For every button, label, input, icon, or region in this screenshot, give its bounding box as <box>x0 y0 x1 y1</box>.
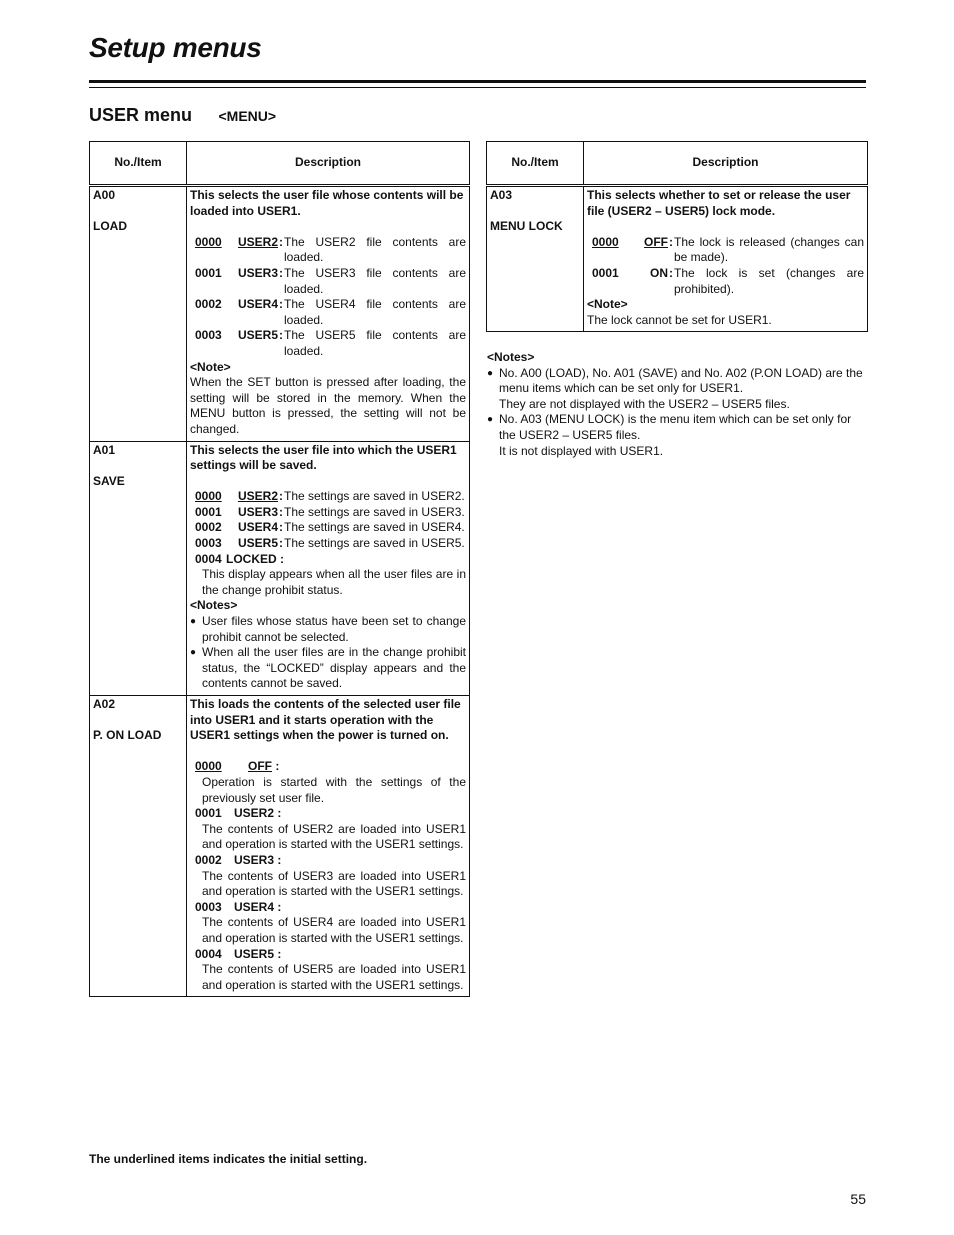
option-text: Operation is started with the settings of the previously set user file. <box>202 774 466 805</box>
row-no-item <box>90 186 187 442</box>
option-name: USER2 <box>234 806 275 821</box>
option-text: The contents of USER2 are loaded into USER1 and operation is started with the USER1 settings. <box>202 821 466 852</box>
section-heading <box>89 105 276 126</box>
option-text: The USER4 file contents are loaded. <box>284 297 466 327</box>
table-row-a01 <box>90 441 470 696</box>
table-row-a00 <box>90 186 470 442</box>
option-row: 0001 USER2 : <box>195 806 282 821</box>
item-summary: This selects the user file whose contents will be loaded into USER1. <box>190 188 464 218</box>
item-code: A03 <box>490 188 513 202</box>
option-code: 0001 <box>195 265 222 280</box>
option-text: The USER5 file contents are loaded. <box>284 328 466 358</box>
list-item <box>487 412 867 459</box>
option-code: 0000 <box>195 759 222 774</box>
option-row: 0002 USER4 : The settings are saved in USER4. <box>195 520 465 535</box>
option-name: USER3 <box>237 504 278 519</box>
note-heading: <Note> <box>587 297 628 312</box>
row-description <box>187 441 470 696</box>
item-name: SAVE <box>93 473 125 488</box>
header-no-item: No./Item <box>90 142 187 186</box>
note-text: User files whose status have been set to change prohibit cannot be selected. <box>202 614 466 644</box>
menu-table-right <box>486 141 868 332</box>
row-description <box>584 186 868 332</box>
note-line: No. A00 (LOAD), No. A01 (SAVE) and No. A02 (P.ON LOAD) are the menu items which can be set only for USER1. <box>499 365 863 396</box>
option-name: USER4 <box>234 899 275 914</box>
option-row: 0001 USER3 : The settings are saved in USER3. <box>195 504 465 519</box>
list-item <box>190 645 466 692</box>
option-text: The contents of USER3 are loaded into USER1 and operation is started with the USER1 settings. <box>202 868 466 899</box>
note-text: When the SET button is pressed after loading, the setting will be stored in the memory. When the MENU button is pressed, the setting will not be changed. <box>190 375 466 436</box>
notes-heading: <Notes> <box>487 350 535 364</box>
list-item <box>487 366 867 413</box>
list-item <box>190 614 466 645</box>
bullet-icon: ● <box>487 367 494 379</box>
option-row: 0000 USER2 : The settings are saved in USER2. <box>195 489 465 504</box>
item-code: A01 <box>93 442 116 457</box>
option-code: 0000 <box>592 234 619 249</box>
note-text <box>499 412 867 459</box>
item-summary: This selects whether to set or release the user file (USER2 – USER5) lock mode. <box>587 188 851 218</box>
note-line: It is not displayed with USER1. <box>499 443 664 458</box>
footer-note: The underlined items indicates the initial setting. <box>89 1152 368 1166</box>
option-code: 0001 <box>195 806 222 821</box>
header-description: Description <box>187 142 470 186</box>
option-row: 0004 USER5 : <box>195 946 282 961</box>
title-rule-thick <box>89 80 866 83</box>
option-name: ON <box>650 265 668 280</box>
option-text: The lock is set (changes are prohibited). <box>674 265 864 296</box>
row-description <box>187 696 470 997</box>
option-row: 0002 USER4 : The USER4 file contents are loaded. <box>195 297 466 327</box>
menu-table-left <box>89 141 470 997</box>
option-name: USER5 <box>237 328 278 343</box>
bullet-icon: ● <box>487 414 494 426</box>
option-row: 0000 OFF : The lock is released (changes can be made). <box>592 234 864 265</box>
table-header-row <box>487 142 868 186</box>
option-text: The contents of USER4 are loaded into USER1 and operation is started with the USER1 settings. <box>202 915 466 945</box>
option-code: 0002 <box>195 520 222 535</box>
option-name: USER4 <box>237 520 278 535</box>
note-line: No. A03 (MENU LOCK) is the menu item which can be set only for the USER2 – USER5 files. <box>499 412 852 442</box>
option-text: The settings are saved in USER3. <box>284 504 465 519</box>
side-notes <box>487 350 867 459</box>
item-summary: This selects the user file into which the USER1 settings will be saved. <box>190 442 457 473</box>
option-name: OFF <box>248 759 272 774</box>
row-description <box>187 186 470 442</box>
section-title: USER menu <box>89 105 193 125</box>
option-code: 0004 <box>195 946 222 961</box>
option-text: The USER2 file contents are loaded. <box>284 234 466 265</box>
option-code: 0002 <box>195 852 222 867</box>
item-code: A00 <box>93 188 116 202</box>
option-text: The settings are saved in USER2. <box>284 489 465 504</box>
option-code: 0001 <box>195 504 222 519</box>
option-name: LOCKED <box>226 551 277 566</box>
option-row: 0002 USER3 : <box>195 852 282 867</box>
option-name: USER5 <box>237 536 278 551</box>
option-text: The USER3 file contents are loaded. <box>284 265 466 296</box>
option-text: The settings are saved in USER5. <box>284 536 465 551</box>
bullet-icon: ● <box>190 647 197 659</box>
note-text: The lock cannot be set for USER1. <box>587 312 772 327</box>
header-description: Description <box>584 142 868 186</box>
page-number: 55 <box>850 1191 866 1207</box>
option-row: 0000 USER2 : The USER2 file contents are loaded. <box>195 234 466 265</box>
item-name: LOAD <box>93 219 127 234</box>
notes-heading: <Notes> <box>190 598 238 613</box>
item-code: A02 <box>93 697 116 711</box>
item-name: MENU LOCK <box>490 219 563 234</box>
option-name: OFF <box>644 234 668 249</box>
option-text: The contents of USER5 are loaded into USER1 and operation is started with the USER1 settings. <box>202 962 466 992</box>
bullet-icon: ● <box>190 616 197 628</box>
option-row-locked: 0004 LOCKED : <box>195 551 285 566</box>
item-name: P. ON LOAD <box>93 728 162 743</box>
option-name: USER2 <box>237 234 278 249</box>
option-name: USER4 <box>237 297 278 312</box>
option-text: This display appears when all the user files are in the change prohibit status. <box>202 567 466 597</box>
option-text: The settings are saved in USER4. <box>284 520 465 535</box>
option-code: 0003 <box>195 899 222 914</box>
option-code: 0002 <box>195 297 222 312</box>
table-row-a03 <box>487 186 868 332</box>
option-row: 0003 USER4 : <box>195 899 282 914</box>
table-row-a02 <box>90 696 470 997</box>
section-subtitle: <MENU> <box>218 108 277 124</box>
note-text: When all the user files are in the change prohibit status, the “LOCKED” display appears and the contents cannot be saved. <box>202 645 466 691</box>
option-name: USER3 <box>234 852 275 867</box>
note-heading: <Note> <box>190 359 231 374</box>
option-row: 0003 USER5 : The USER5 file contents are loaded. <box>195 328 466 358</box>
option-code: 0000 <box>195 489 222 504</box>
row-no-item <box>90 696 187 997</box>
option-name: USER2 <box>237 489 278 504</box>
option-code: 0003 <box>195 536 222 551</box>
option-code: 0003 <box>195 328 222 343</box>
note-text <box>499 366 867 413</box>
option-row: 0003 USER5 : The settings are saved in USER5. <box>195 536 465 551</box>
option-code: 0000 <box>195 234 222 249</box>
option-name: USER5 <box>234 946 275 961</box>
row-no-item <box>90 441 187 696</box>
title-rule-thin <box>89 87 866 88</box>
option-name: USER3 <box>237 265 278 280</box>
option-code: 0004 <box>195 551 222 566</box>
option-row: 0001 ON : The lock is set (changes are prohibited). <box>592 265 864 296</box>
option-row: 0000 OFF : <box>195 759 280 774</box>
item-summary: This loads the contents of the selected user file into USER1 and it starts operation with the USER1 settings when the power is turned on. <box>190 697 461 743</box>
page-title: Setup menus <box>89 32 262 63</box>
table-header-row <box>90 142 470 186</box>
option-row: 0001 USER3 : The USER3 file contents are loaded. <box>195 265 466 296</box>
row-no-item <box>487 186 584 332</box>
header-no-item: No./Item <box>487 142 584 186</box>
option-code: 0001 <box>592 265 619 280</box>
option-text: The lock is released (changes can be made). <box>674 234 864 265</box>
note-line: They are not displayed with the USER2 – USER5 files. <box>499 396 790 411</box>
